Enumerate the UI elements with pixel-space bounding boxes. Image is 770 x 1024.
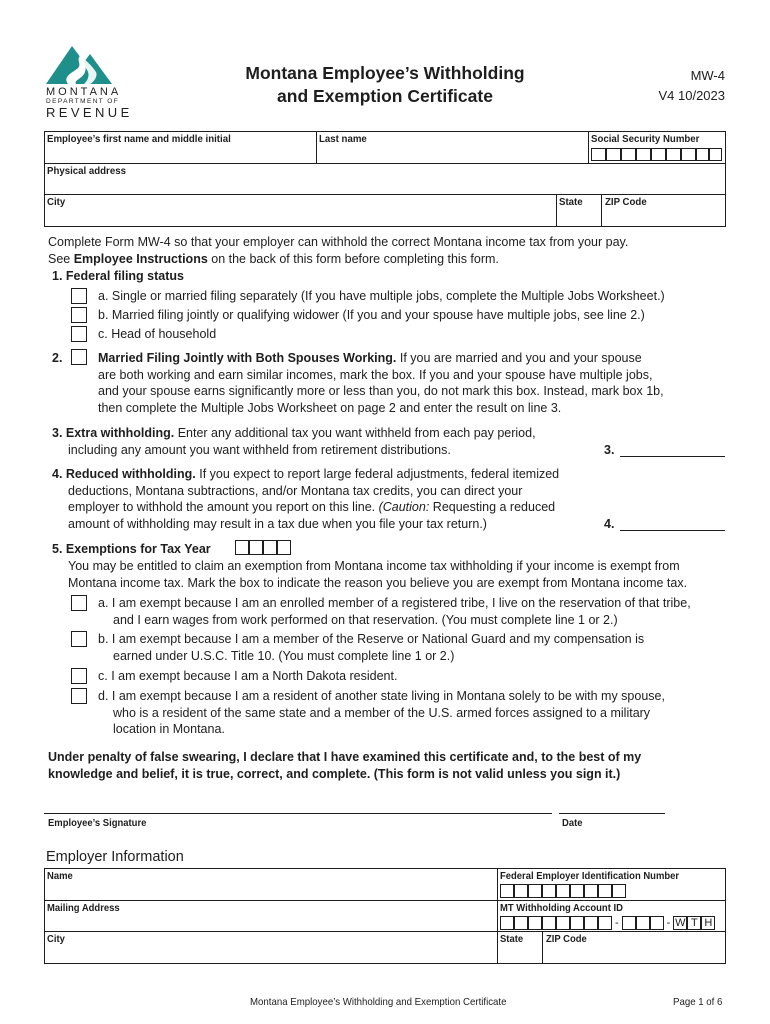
employer-divider	[497, 868, 498, 963]
tax-year-input[interactable]	[235, 540, 291, 555]
employer-border-row1	[44, 900, 726, 901]
state-field[interactable]: State	[559, 196, 583, 208]
line4-label: 4.	[604, 517, 615, 531]
employer-border-left	[44, 868, 45, 963]
line3-entry-field[interactable]	[620, 456, 725, 457]
physical-address-field[interactable]: Physical address	[47, 165, 126, 177]
date-label: Date	[562, 817, 583, 829]
form-version: V4 10/2023	[658, 88, 725, 103]
section3-text	[52, 425, 615, 458]
section5-intro	[68, 558, 728, 591]
section2-line-4: then complete the Multiple Jobs Worksheet on page 2 and enter the result on line 3.	[98, 400, 562, 415]
checkbox-5c[interactable]	[71, 668, 87, 684]
section4-line-4: amount of withholding may result in a tax due when you file your tax return.)	[68, 516, 487, 531]
employer-name-field[interactable]: Name	[47, 870, 73, 882]
page-number: Page 1 of 6	[673, 996, 723, 1008]
field-border-left	[44, 131, 45, 226]
section4-line-2: deductions, Montana subtractions, and/or Montana tax credits, you can direct your	[68, 483, 523, 498]
employer-border-bottom	[44, 963, 726, 964]
section2-line-3: and your spouse earns significantly more or less than you, do not mark this box. Instead, mark box 1b,	[98, 384, 664, 398]
section2-line-1: Married Filing Jointly with Both Spouses Working. If you are married and you and your spouse	[98, 351, 642, 365]
checkbox-5d[interactable]	[71, 688, 87, 704]
employer-zip-field[interactable]: ZIP Code	[546, 933, 587, 945]
option-5c: c. I am exempt because I am a North Dakota resident.	[98, 669, 398, 683]
option-5d: d. I am exempt because I am a resident of another state living in Montana solely to be with my spouse, who is a resident of the same state and a member of the U.S. armed forces assigned to a military location in Montana.	[98, 689, 665, 736]
field-border-row1	[44, 163, 726, 164]
zip-field[interactable]: ZIP Code	[605, 196, 647, 208]
intro-text	[48, 234, 738, 267]
fein-digit-boxes[interactable]	[500, 884, 626, 898]
option-5b: b. I am exempt because I am a member of the Reserve or National Guard and my compensation is earned under U.S.C. Title 10. (You must complete line 1 or 2.)	[98, 632, 645, 663]
option-1a: a. Single or married filing separately (If you have multiple jobs, complete the Multiple Jobs Worksheet.)	[98, 289, 665, 303]
section2-number: 2.	[52, 351, 63, 365]
employer-mailing-field[interactable]: Mailing Address	[47, 902, 120, 914]
field-border-row2	[44, 194, 726, 195]
first-name-field[interactable]: Employee’s first name and middle initial	[47, 133, 231, 145]
field-divider-ssn	[588, 131, 589, 163]
field-border-right	[725, 131, 726, 226]
employer-city-field[interactable]: City	[47, 933, 65, 945]
fein-field[interactable]: Federal Employer Identification Number	[500, 870, 680, 882]
employer-zip-divider	[542, 931, 543, 963]
intro-line-1: Complete Form MW-4 so that your employer can withhold the correct Montana income tax from your pay.	[48, 235, 629, 249]
city-field[interactable]: City	[47, 196, 66, 208]
line4-entry-field[interactable]	[620, 530, 725, 531]
logo-text-department: DEPARTMENT OF	[46, 98, 120, 105]
intro-line-2: See Employee Instructions on the back of this form before completing this form.	[48, 251, 499, 266]
mt-id-dash-2: -	[666, 917, 671, 929]
wth-h: H	[701, 916, 715, 930]
declaration	[48, 749, 738, 783]
ssn-field[interactable]: Social Security Number	[591, 133, 700, 145]
form-title	[215, 62, 555, 108]
mountain-logo-icon	[40, 42, 135, 90]
declaration-line-1: Under penalty of false swearing, I declare that I have examined this certificate and, to the best of my	[48, 750, 642, 764]
line3-label: 3.	[604, 443, 615, 457]
mt-id-dash-1: -	[615, 917, 619, 929]
footer-title: Montana Employee’s Withholding and Exemption Certificate	[250, 996, 507, 1008]
field-border-bottom	[44, 226, 726, 227]
section3-line-2: including any amount you want withheld from retirement distributions.	[68, 442, 451, 457]
section4-text	[52, 466, 615, 532]
last-name-field[interactable]: Last name	[319, 133, 367, 145]
title-line-2: and Exemption Certificate	[277, 86, 493, 106]
checkbox-1a[interactable]	[71, 288, 87, 304]
employer-border-row2	[44, 931, 726, 932]
checkbox-5a[interactable]	[71, 595, 87, 611]
employer-state-field[interactable]: State	[500, 933, 524, 945]
field-border-top	[44, 131, 726, 132]
logo-text-revenue: REVENUE	[46, 105, 133, 120]
field-divider-zip	[601, 194, 602, 226]
field-divider-state	[556, 194, 557, 226]
employee-instructions-ref: Employee Instructions	[73, 251, 208, 266]
section5-heading: 5. Exemptions for Tax Year	[52, 542, 211, 556]
checkbox-5b[interactable]	[71, 631, 87, 647]
ssn-digit-boxes[interactable]	[591, 148, 722, 162]
form-code: MW-4	[690, 68, 725, 83]
logo-text-montana: MONTANA	[46, 86, 122, 98]
section2-text	[98, 350, 718, 416]
signature-line[interactable]	[44, 813, 552, 814]
option-1c: c. Head of household	[98, 327, 217, 341]
employer-heading: Employer Information	[46, 849, 184, 865]
mt-withholding-id-field[interactable]: MT Withholding Account ID	[500, 902, 623, 914]
option-1b: b. Married filing jointly or qualifying widower (If you and your spouse have multiple jobs, see line 2.)	[98, 308, 645, 322]
section3-line-1: 3. Extra withholding. Enter any additional tax you want withheld from each pay period,	[52, 426, 536, 440]
wth-w: W	[675, 917, 686, 929]
section2-line-2: are both working and earn similar incomes, mark the box. If you and your spouse have multiple jobs,	[98, 367, 653, 382]
declaration-line-2: knowledge and belief, it is true, correct, and complete. (This form is not valid unless you sign it.)	[48, 767, 621, 781]
signature-label: Employee’s Signature	[48, 817, 147, 829]
employer-border-top	[44, 868, 726, 869]
field-divider-lastname	[316, 131, 317, 163]
option-5a: a. I am exempt because I am an enrolled member of a registered tribe, I live on the reservation of that tribe, and I earn wages from work performed on that reservation. (You must complete line 1 or 2.)	[98, 596, 691, 627]
checkbox-1c[interactable]	[71, 326, 87, 342]
employer-border-right	[725, 868, 726, 963]
checkbox-1b[interactable]	[71, 307, 87, 323]
checkbox-2[interactable]	[71, 349, 87, 365]
section4-line-1: 4. Reduced withholding. If you expect to report large federal adjustments, federal itemized	[52, 467, 560, 481]
section5-intro-line-2: Montana income tax. Mark the box to indicate the reason you believe you are exempt from Montana income tax.	[68, 575, 688, 590]
section4-line-3: employer to withhold the amount you report on this line. (Caution: Requesting a reduced	[68, 500, 556, 514]
wth-t: T	[687, 916, 701, 930]
mt-id-boxes[interactable]	[500, 916, 715, 930]
date-line[interactable]	[559, 813, 665, 814]
title-line-1: Montana Employee’s Withholding	[245, 63, 525, 83]
section5-intro-line-1: You may be entitled to claim an exemption from Montana income tax withholding if your income is exempt from	[68, 559, 680, 573]
form-identifier	[630, 66, 725, 106]
section1-heading: 1. Federal filing status	[52, 269, 184, 283]
